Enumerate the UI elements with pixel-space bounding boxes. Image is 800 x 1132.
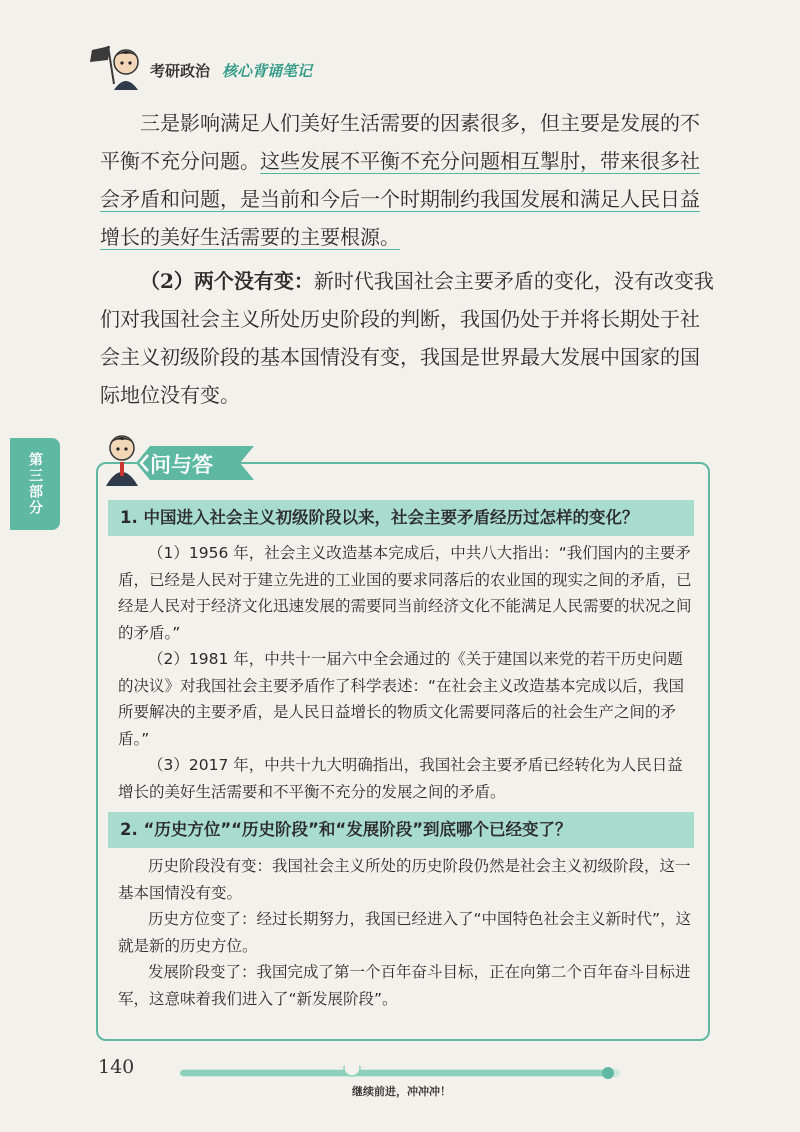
answer-2-item: 历史方位变了：经过长期努力，我国已经进入了“中国特色社会主义新时代”，这就是新的历史方位。 (118, 910, 692, 955)
answer-1-item: （1）1956 年，社会主义改造基本完成后，中共八大指出：“我们国内的主要矛盾，已经是人民对于建立先进的工业国的要求同落后的农业国的现实之间的矛盾，已经是人民对于经济文化迅速发展的需要同当前经济文化不能满足人民需要的状况之间的矛盾。” (118, 544, 692, 642)
answer-1 (118, 540, 692, 805)
section-side-tab (10, 438, 60, 530)
paragraph-2-text: 新时代我国社会主要矛盾的变化，没有改变我们对我国社会主义所处历史阶段的判断，我国仍处于并将长期处于社会主义初级阶段的基本国情没有变，我国是世界最大发展中国家的国际地位没有变。 (100, 269, 714, 407)
answer-2 (118, 853, 692, 1012)
side-tab-label: 第三部分 (27, 452, 43, 516)
footer-slogan: 继续前进，冲冲冲！ (352, 1085, 451, 1098)
mascot-logo-icon (88, 44, 148, 92)
answer-2-item: 发展阶段变了：我国完成了第一个百年奋斗目标，正在向第二个百年奋斗目标进军，这意味着我们进入了“新发展阶段”。 (118, 963, 691, 1008)
question-2: 2. “历史方位”“历史阶段”和“发展阶段”到底哪个已经变了？ (120, 820, 572, 839)
qa-title: 问与答 (150, 453, 213, 477)
question-1-bar (108, 500, 694, 536)
paragraph-2 (100, 262, 716, 414)
question-2-bar (108, 812, 694, 848)
underlined-text: 这些发展不平衡不充分问题相互掣肘，带来很多社会矛盾和问题，是当前和今后一个时期制约我国发展和满足人民日益增长的美好生活需要的主要根源。 (100, 149, 700, 249)
header-brand: 考研政治 (150, 62, 211, 80)
question-1: 1. 中国进入社会主义初级阶段以来，社会主要矛盾经历过怎样的变化？ (120, 508, 639, 527)
answer-1-item: （2）1981 年，中共十一届六中全会通过的《关于建国以来党的若干历史问题的决议》对我国社会主要矛盾作了科学表述：“在社会主义改造基本完成以后，我国所要解决的主要矛盾，是人民日益增长的物质文化需要同落后的社会生产之间的矛盾。” (118, 650, 685, 748)
header-subtitle: 核心背诵笔记 (222, 62, 313, 80)
page-number: 140 (98, 1056, 135, 1078)
mascot-icon (100, 432, 144, 488)
footer-progress-bar (180, 1066, 620, 1080)
paragraph-1 (100, 104, 716, 256)
answer-2-item: 历史阶段没有变：我国社会主义所处的历史阶段仍然是社会主义初级阶段，这一基本国情没有变。 (118, 857, 691, 902)
paragraph-1-text: 三是影响满足人们美好生活需要的因素很多，但主要是发展的不平衡不充分问题。 (100, 111, 700, 173)
answer-1-item: （3）2017 年，中共十九大明确指出，我国社会主要矛盾已经转化为人民日益增长的美好生活需要和不平衡不充分的发展之间的矛盾。 (118, 756, 683, 801)
paragraph-2-heading: （2）两个没有变： (140, 269, 314, 293)
